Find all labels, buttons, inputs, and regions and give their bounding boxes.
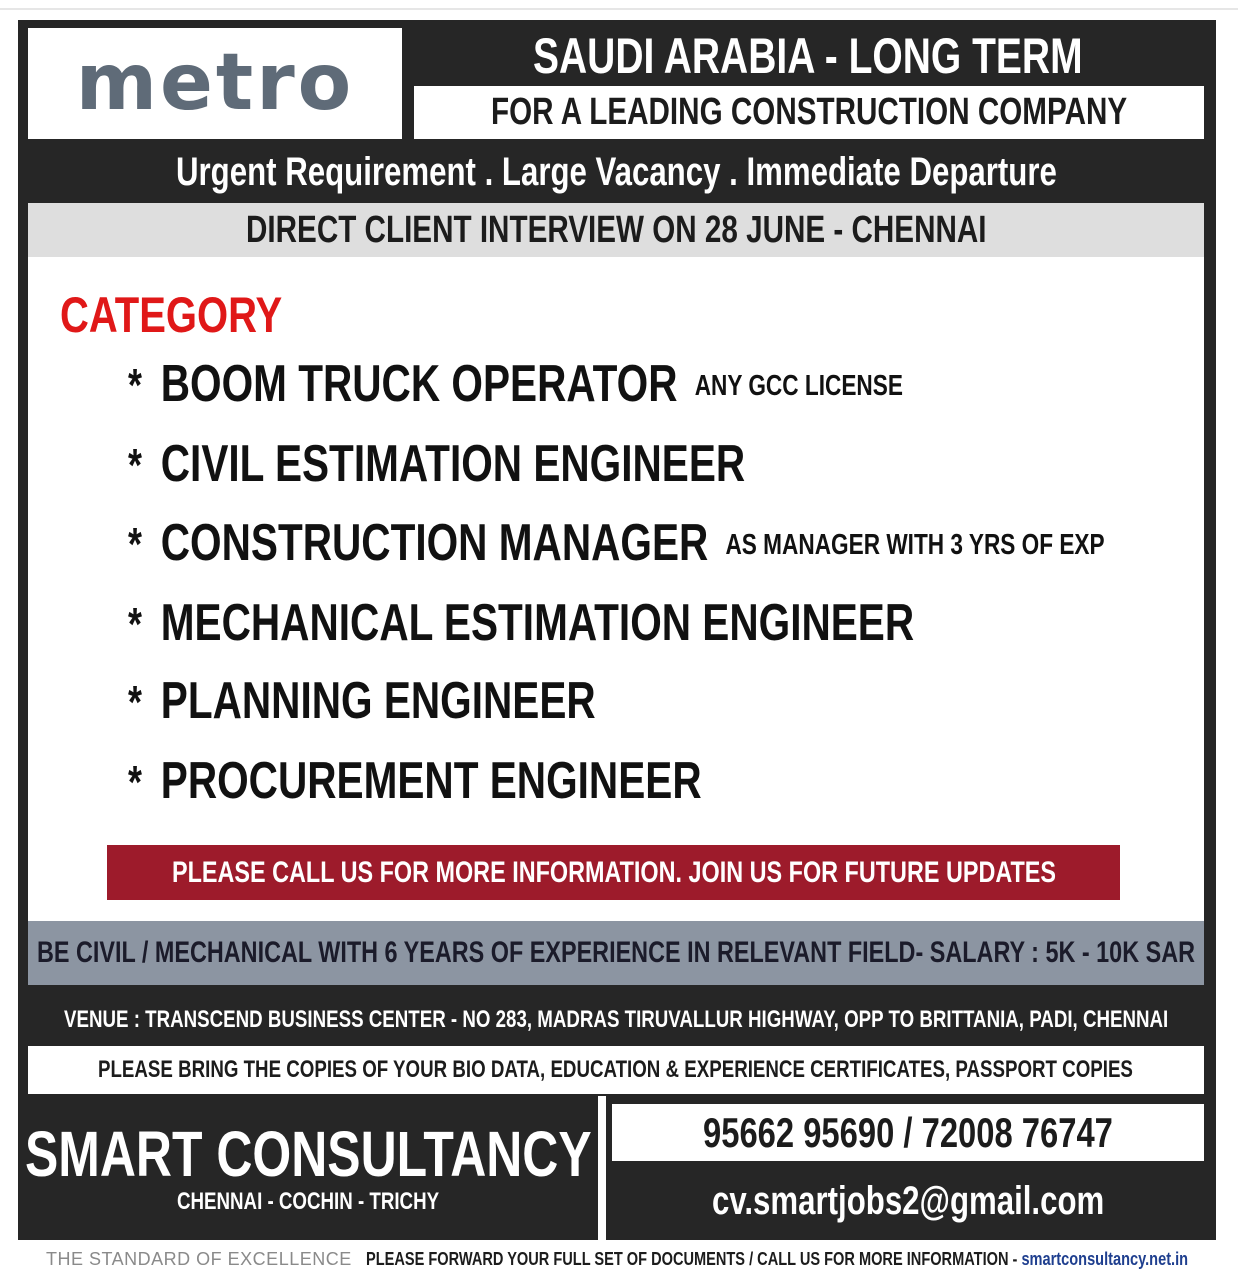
interview-panel (28, 203, 1204, 257)
footer-note (366, 1246, 1188, 1272)
phone-panel (612, 1104, 1204, 1161)
interview-notice: DIRECT CLIENT INTERVIEW ON 28 JUNE - CHENNAI (245, 209, 987, 251)
cta-banner (107, 845, 1120, 900)
asterisk-icon: * (128, 359, 142, 411)
job-title: CIVIL ESTIMATION ENGINEER (160, 435, 746, 493)
company-panel (18, 1096, 598, 1240)
metro-logo: metro (75, 38, 355, 128)
documents-panel (28, 1046, 1204, 1094)
website-link[interactable]: smartconsultancy.net.in (1021, 1249, 1189, 1269)
asterisk-icon: * (128, 598, 142, 650)
subtitle-panel (414, 86, 1204, 139)
job-item (128, 668, 596, 734)
job-item (128, 590, 914, 656)
asterisk-icon: * (128, 756, 142, 808)
requirement-banner (28, 921, 1204, 985)
category-heading: CATEGORY (60, 287, 283, 343)
headline-title: SAUDI ARABIA - LONG TERM (533, 28, 1083, 84)
job-title: PROCUREMENT ENGINEER (160, 752, 702, 810)
top-divider-line (0, 8, 1238, 10)
asterisk-icon: * (128, 676, 142, 728)
logo-panel (28, 28, 402, 139)
job-title: PLANNING ENGINEER (160, 672, 596, 730)
asterisk-icon: * (128, 439, 142, 491)
job-title: MECHANICAL ESTIMATION ENGINEER (160, 594, 915, 652)
phone-numbers: 95662 95690 / 72008 76747 (702, 1109, 1113, 1156)
venue-text: VENUE : TRANSCEND BUSINESS CENTER - NO 283, MADRAS TIRUVALLUR HIGHWAY, OPP TO BRITTANIA, PADI, CHENNAI (63, 1006, 1168, 1033)
requirement-text: BE CIVIL / MECHANICAL WITH 6 YEARS OF EXPERIENCE IN RELEVANT FIELD- SALARY : 5K - 10K SAR (36, 936, 1195, 969)
email-address: cv.smartjobs2@gmail.com (711, 1179, 1105, 1223)
company-cities: CHENNAI - COCHIN - TRICHY (176, 1188, 440, 1215)
job-item (128, 431, 745, 497)
documents-text: PLEASE BRING THE COPIES OF YOUR BIO DATA, EDUCATION & EXPERIENCE CERTIFICATES, PASSPORT COPIES (98, 1056, 1134, 1083)
footer-note-text: PLEASE FORWARD YOUR FULL SET OF DOCUMENTS / CALL US FOR MORE INFORMATION - (366, 1249, 1022, 1269)
job-item (128, 510, 1105, 576)
asterisk-icon: * (128, 518, 142, 570)
headline-subtitle: FOR A LEADING CONSTRUCTION COMPANY (490, 91, 1127, 133)
company-name: SMART CONSULTANCY (24, 1118, 592, 1190)
job-note: AS MANAGER WITH 3 YRS OF EXP (725, 529, 1105, 561)
job-title: CONSTRUCTION MANAGER (160, 514, 709, 572)
job-item (128, 748, 702, 814)
urgent-banner: Urgent Requirement . Large Vacancy . Immediate Departure (175, 150, 1057, 194)
footer-tagline: THE STANDARD OF EXCELLENCE (46, 1249, 352, 1269)
cta-text: PLEASE CALL US FOR MORE INFORMATION. JOIN US FOR FUTURE UPDATES (171, 856, 1056, 889)
job-item (128, 351, 903, 417)
contact-divider (598, 1096, 606, 1240)
job-title: BOOM TRUCK OPERATOR (160, 355, 678, 413)
job-note: ANY GCC LICENSE (694, 370, 903, 402)
